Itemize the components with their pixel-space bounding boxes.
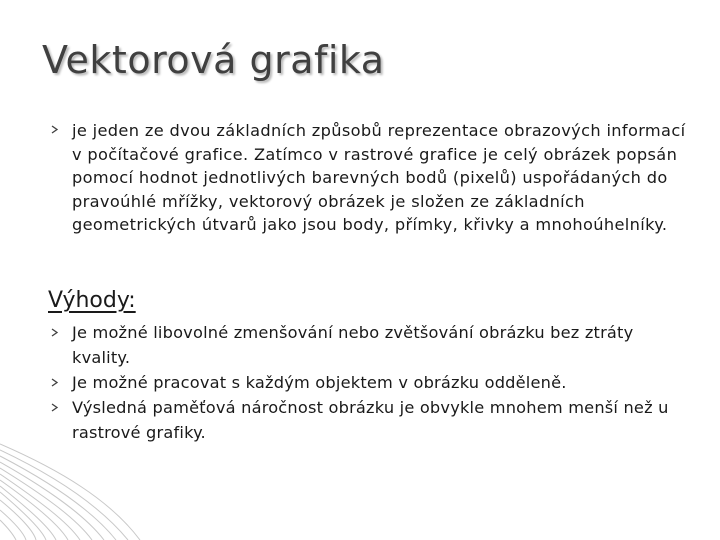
slide-title: Vektorová grafika	[42, 38, 385, 82]
list-item-text: Výsledná paměťová náročnost obrázku je obvykle mnohem menší než u rastrové grafiky.	[72, 398, 669, 442]
bullet-arrow-icon	[51, 328, 59, 337]
list-item-text: Je možné pracovat s každým objektem v obrázku odděleně.	[72, 373, 567, 392]
list-item	[48, 395, 678, 445]
list-item	[48, 370, 678, 395]
intro-paragraph	[48, 119, 692, 237]
bullet-arrow-icon	[51, 403, 59, 412]
corner-decoration	[0, 440, 200, 540]
list-item	[48, 320, 678, 370]
advantages-list	[48, 320, 678, 445]
bullet-arrow-icon	[51, 378, 59, 387]
intro-text: je jeden ze dvou základních způsobů reprezentace obrazových informací v počítačové grafice. Zatímco v rastrové grafice je celý obrázek popsán pomocí hodnot jednotlivých barevných bodů (pixelů) uspořádaných do pravoúhlé mřížky, vektorový obrázek je složen ze základních geometrických útvarů jako jsou body, přímky, křivky a mnohoúhelníky.	[72, 121, 686, 234]
list-item-text: Je možné libovolné zmenšování nebo zvětšování obrázku bez ztráty kvality.	[72, 323, 634, 367]
bullet-arrow-icon	[51, 125, 59, 134]
section-heading-advantages: Výhody:	[48, 288, 136, 313]
